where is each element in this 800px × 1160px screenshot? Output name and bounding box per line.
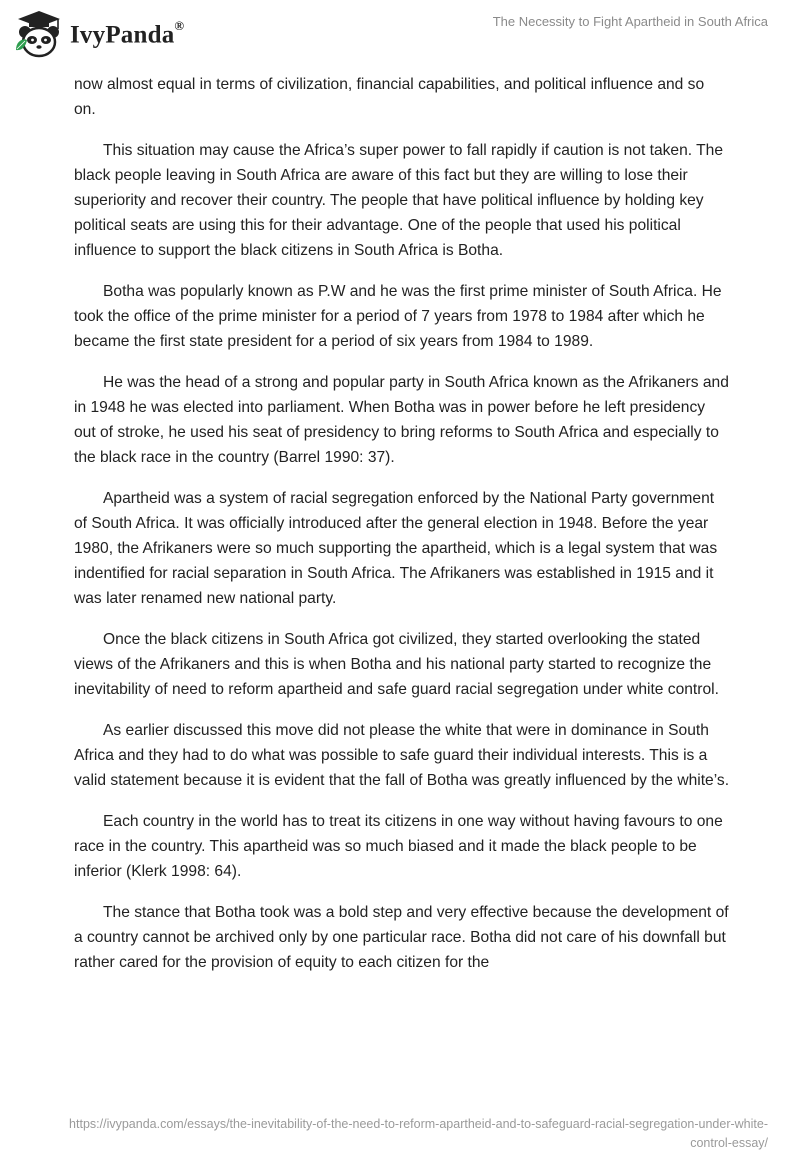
paragraph: Botha was popularly known as P.W and he was the first prime minister of South Africa. He took the office of the prime minister for a period of 7 years from 1978 to 1984 after which he became the first state president for a period of six years from 1984 to 1989. xyxy=(74,283,722,350)
paragraph: Once the black citizens in South Africa got civilized, they started overlooking the stated views of the Afrikaners and this is when Botha and his national party started to recognize the inevitability of need to reform apartheid and safe guard racial segregation under white control. xyxy=(74,631,719,698)
paragraph: Each country in the world has to treat its citizens in one way without having favours to one race in the country. This apartheid was so much biased and it made the black people to be inferior (Klerk 1998: 64). xyxy=(74,813,723,880)
paragraph: The stance that Botha took was a bold step and very effective because the development of a country cannot be archived only by one particular race. Botha did not care of his downfall but rather cared for the provision of equity to each citizen for the xyxy=(74,904,729,971)
brand-name: IvyPanda® xyxy=(70,17,185,49)
page-header xyxy=(0,0,800,64)
ivypanda-logo[interactable] xyxy=(14,10,184,58)
paragraph: now almost equal in terms of civilization, financial capabilities, and political influence and so on. xyxy=(74,76,705,118)
paragraph: He was the head of a strong and popular party in South Africa known as the Afrikaners and in 1948 he was elected into parliament. When Botha was in power before he left presidency out of stroke, he used his seat of presidency to bring reforms to South Africa and especially to the black race in the country (Barrel 1990: 37). xyxy=(74,374,729,466)
essay-body xyxy=(74,72,730,991)
paragraph: As earlier discussed this move did not please the white that were in dominance in South Africa and they had to do what was possible to safe guard their individual interests. This is a valid statement because it is evident that the fall of Botha was greatly influenced by the white’s. xyxy=(74,722,730,789)
document-title: The Necessity to Fight Apartheid in South Africa xyxy=(492,14,768,29)
paragraph: Apartheid was a system of racial segregation enforced by the National Party government of South Africa. It was officially introduced after the general election in 1948. Before the year 1980, the Afrikaners were so much supporting the apartheid, which is a legal system that was indentified for racial separation in South Africa. The Afrikaners was established in 1915 and it was later renamed new national party. xyxy=(74,490,718,607)
panda-graduate-icon xyxy=(14,10,64,58)
paragraph: This situation may cause the Africa’s super power to fall rapidly if caution is not taken. The black people leaving in South Africa are aware of this fact but they are willing to lose their superiority and recover their country. The people that have political influence by holding key political seats are using this for their advantage. One of the people that used his political influence to support the black citizens in South Africa is Botha. xyxy=(74,142,724,259)
source-url[interactable]: https://ivypanda.com/essays/the-inevitability-of-the-need-to-reform-apartheid-and-to-safeguard-racial-segregation-under-white-control-essay/ xyxy=(69,1117,768,1150)
